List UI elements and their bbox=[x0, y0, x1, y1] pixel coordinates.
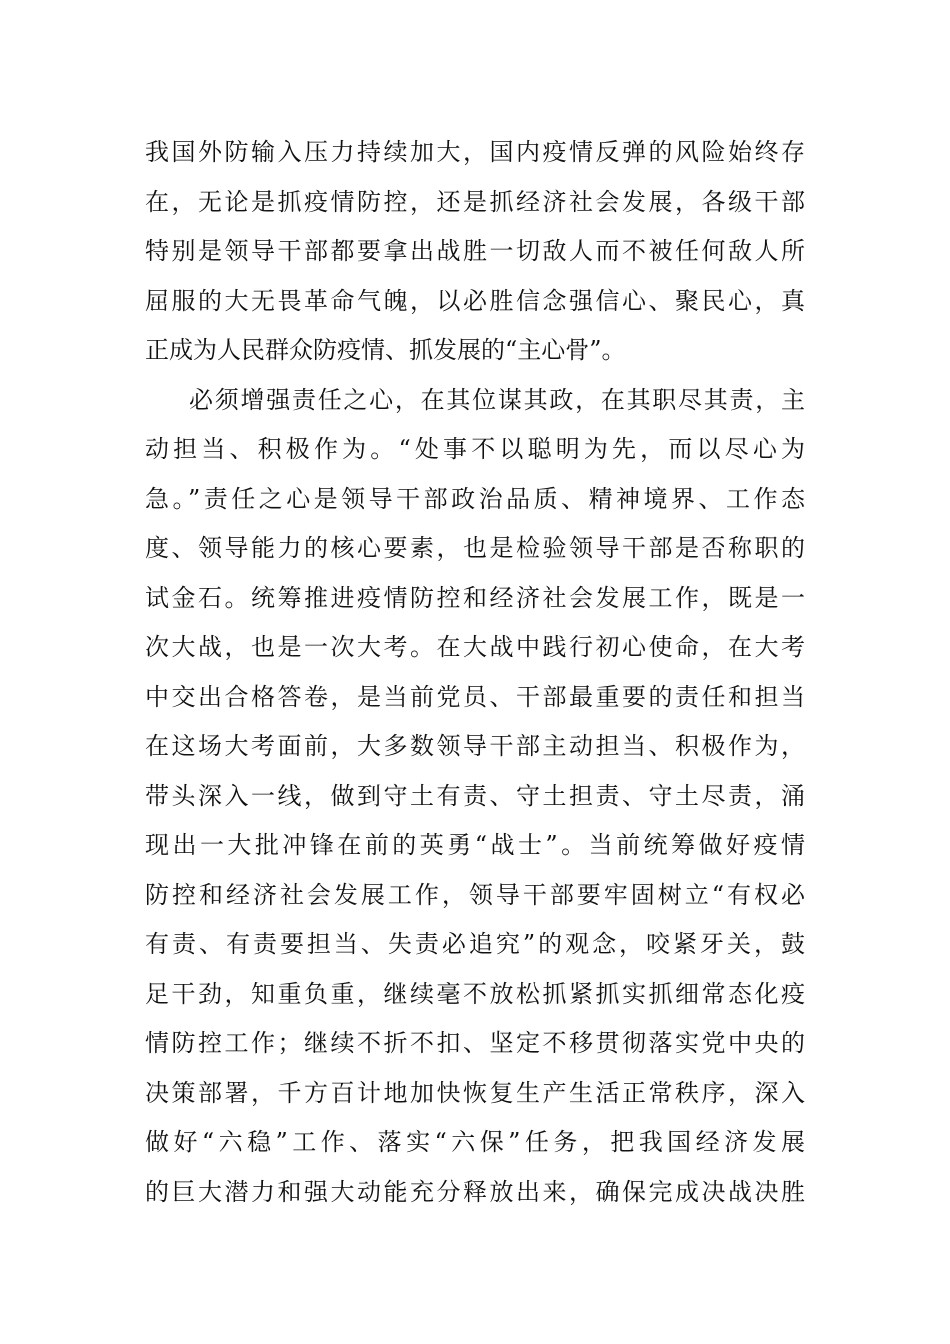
text-line: 现出一大批冲锋在前的英勇“战士”。当前统筹做好疫情 bbox=[145, 831, 805, 859]
text-line: 在这场大考面前，大多数领导干部主动担当、积极作为， bbox=[145, 732, 805, 760]
text-line: 决策部署，千方百计地加快恢复生产生活正常秩序，深入 bbox=[145, 1078, 805, 1107]
text-line: 有责、有责要担当、失责必追究”的观念，咬紧牙关，鼓 bbox=[145, 930, 805, 958]
text-line: 急。”责任之心是领导干部政治品质、精神境界、工作态 bbox=[145, 484, 805, 513]
text-line: 我国外防输入压力持续加大，国内疫情反弹的风险始终存 bbox=[145, 138, 805, 166]
paragraph-start-line: 必须增强责任之心，在其位谋其政，在其职尽其责，主 bbox=[189, 385, 805, 414]
text-line: 的巨大潜力和强大动能充分释放出来，确保完成决战决胜 bbox=[145, 1177, 805, 1206]
text-line: 足干劲，知重负重，继续毫不放松抓紧抓实抓细常态化疫 bbox=[145, 979, 805, 1008]
body-text bbox=[145, 128, 805, 1217]
text-line: 在，无论是抓疫情防控，还是抓经济社会发展，各级干部 bbox=[145, 187, 805, 216]
text-line: 度、领导能力的核心要素，也是检验领导干部是否称职的 bbox=[145, 534, 805, 562]
text-line: 正成为人民群众防疫情、抓发展的“主心骨”。 bbox=[145, 336, 626, 364]
text-line: 做好“六稳”工作、落实“六保”任务，把我国经济发展 bbox=[145, 1128, 805, 1156]
text-line: 带头深入一线，做到守土有责、守土担责、守土尽责，涌 bbox=[145, 781, 805, 810]
text-line: 动担当、积极作为。“处事不以聪明为先，而以尽心为 bbox=[145, 435, 805, 463]
text-line: 次大战，也是一次大考。在大战中践行初心使命，在大考 bbox=[145, 633, 805, 661]
text-line: 试金石。统筹推进疫情防控和经济社会发展工作，既是一 bbox=[145, 583, 805, 612]
text-line: 中交出合格答卷，是当前党员、干部最重要的责任和担当 bbox=[145, 682, 805, 711]
text-line: 情防控工作；继续不折不扣、坚定不移贯彻落实党中央的 bbox=[145, 1029, 805, 1057]
text-line: 防控和经济社会发展工作，领导干部要牢固树立“有权必 bbox=[145, 880, 805, 909]
text-line: 屈服的大无畏革命气魄，以必胜信念强信心、聚民心，真 bbox=[145, 286, 805, 315]
text-line: 特别是领导干部都要拿出战胜一切敌人而不被任何敌人所 bbox=[145, 237, 805, 265]
